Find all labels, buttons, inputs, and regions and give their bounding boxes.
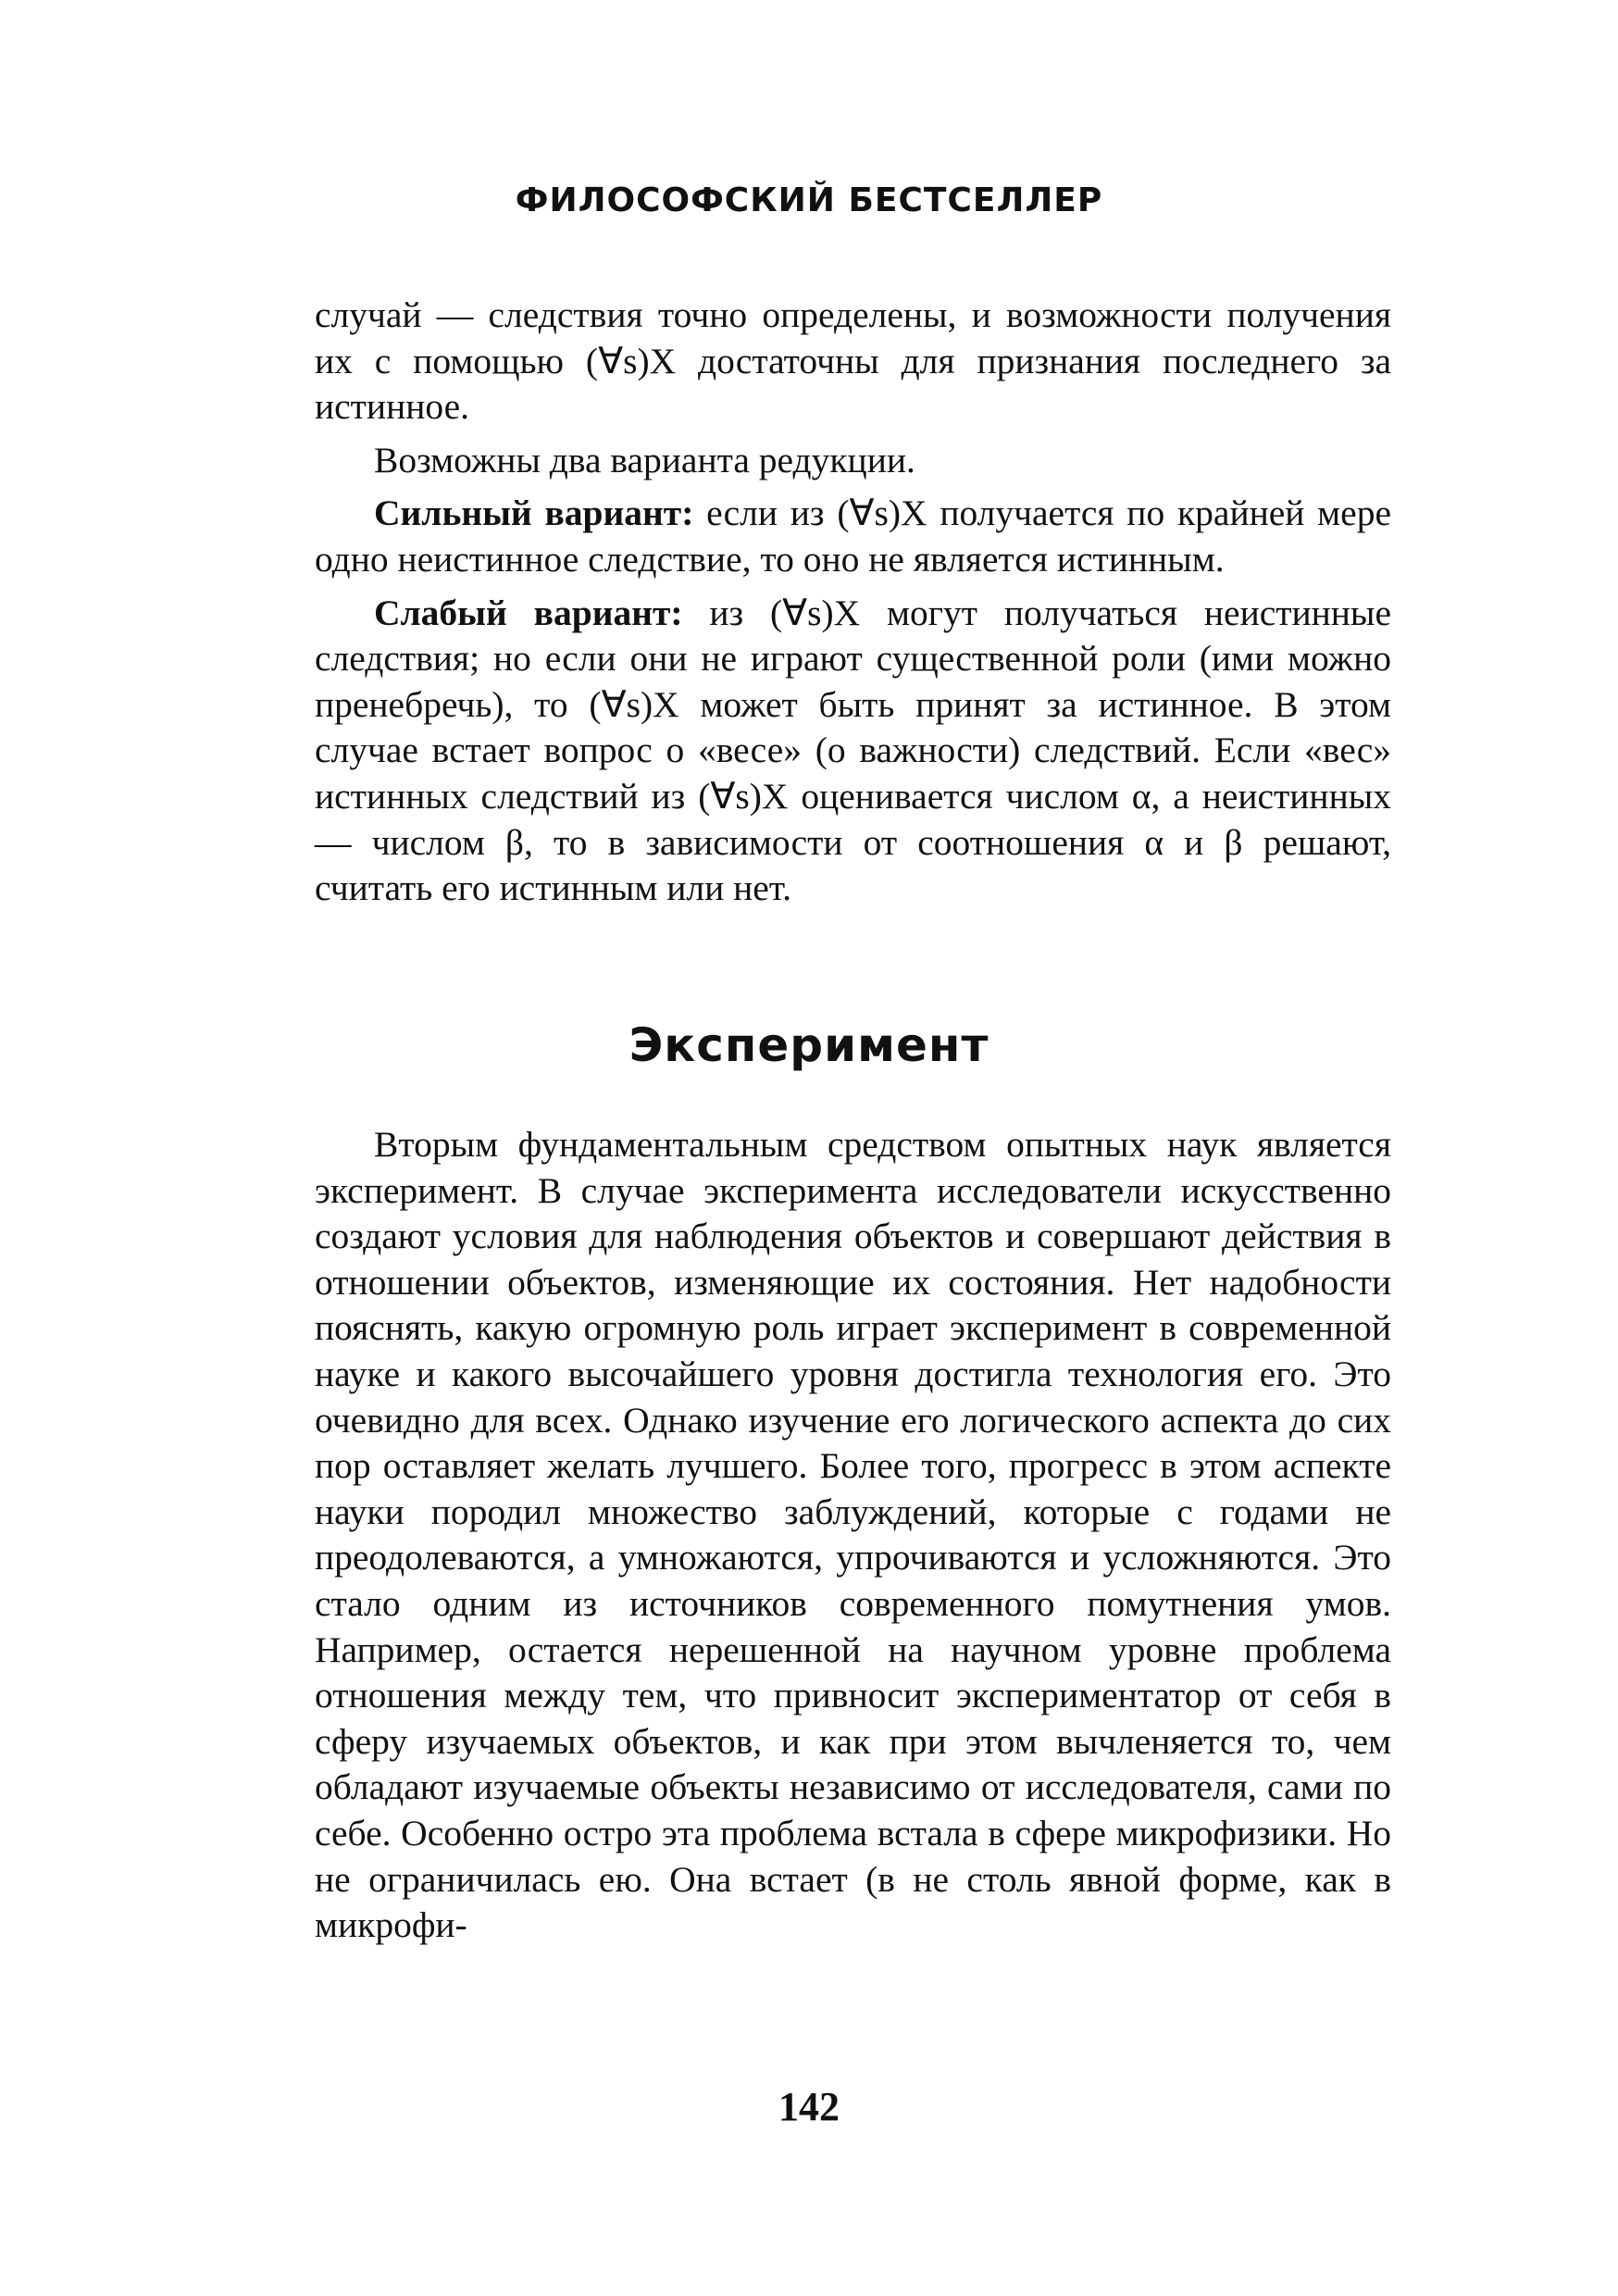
text-block-bottom (315, 1122, 1391, 1949)
strong-variant-text: если из (∀s)X получается по крайней мере одно неистинное следствие, то оно не является истинным. (315, 493, 1391, 580)
paragraph-experiment: Вторым фундаментальным средством опытных наук является эксперимент. В случае эксперимента исследователи искусственно создают условия для наблюдения объектов и совершают действия в отношении объектов, изменяющие их состояния. Нет надобности пояснять, какую огромную роль играет эксперимент в современной науке и какого высочайшего уровня достигла технология его. Это очевидно для всех. Однако изучение его логического аспекта до сих пор оставляет желать лучшего. Более того, прогресс в этом аспекте науки породил множество заблуждений, которые с годами не преодолеваются, а умножаются, упрочиваются и усложняются. Это стало одним из источников современного помутнения умов. Например, остается нерешенной на научном уровне проблема отношения между тем, что привносит экспериментатор от себя в сферу изучаемых объектов, и как при этом вычленяется то, чем обладают изучаемые объекты независимо от исследователя, сами по себе. Особенно остро эта проблема встала в сфере микрофизики. Но не ограничилась ею. Она встает (в не столь явной форме, как в микрофи- (315, 1124, 1391, 1946)
section-title: Эксперимент (629, 1018, 989, 1072)
weak-variant-text: из (∀s)X могут получаться неистинные следствия; но если они не играют существенной роли (ими можно пренебречь), то (∀s)X может быть принят за истинное. В этом случае встает вопрос о «весе» (о важности) следствий. Если «вес» истинных следствий из (∀s)X оценивается числом α, а неистинных — числом β, то в зависимости от соотношения α и β решают, считать его истинным или нет. (315, 592, 1391, 909)
paragraph-weak-variant (315, 591, 1391, 912)
paragraph-continuation: случай — следствия точно определены, и возможности получения их с помощью (∀s)X достаточны для признания последнего за истинное. (315, 294, 1391, 428)
paragraph-reduction-variants: Возможны два варианта редукции. (374, 439, 915, 480)
running-head: ФИЛОСОФСКИЙ БЕСТСЕЛЛЕР (515, 181, 1103, 219)
paragraph-strong-variant (315, 491, 1391, 582)
strong-variant-lead: Сильный вариант: (374, 493, 694, 534)
weak-variant-lead: Слабый вариант: (374, 592, 683, 633)
text-block-top (315, 293, 1391, 912)
page-number: 142 (778, 2084, 840, 2129)
